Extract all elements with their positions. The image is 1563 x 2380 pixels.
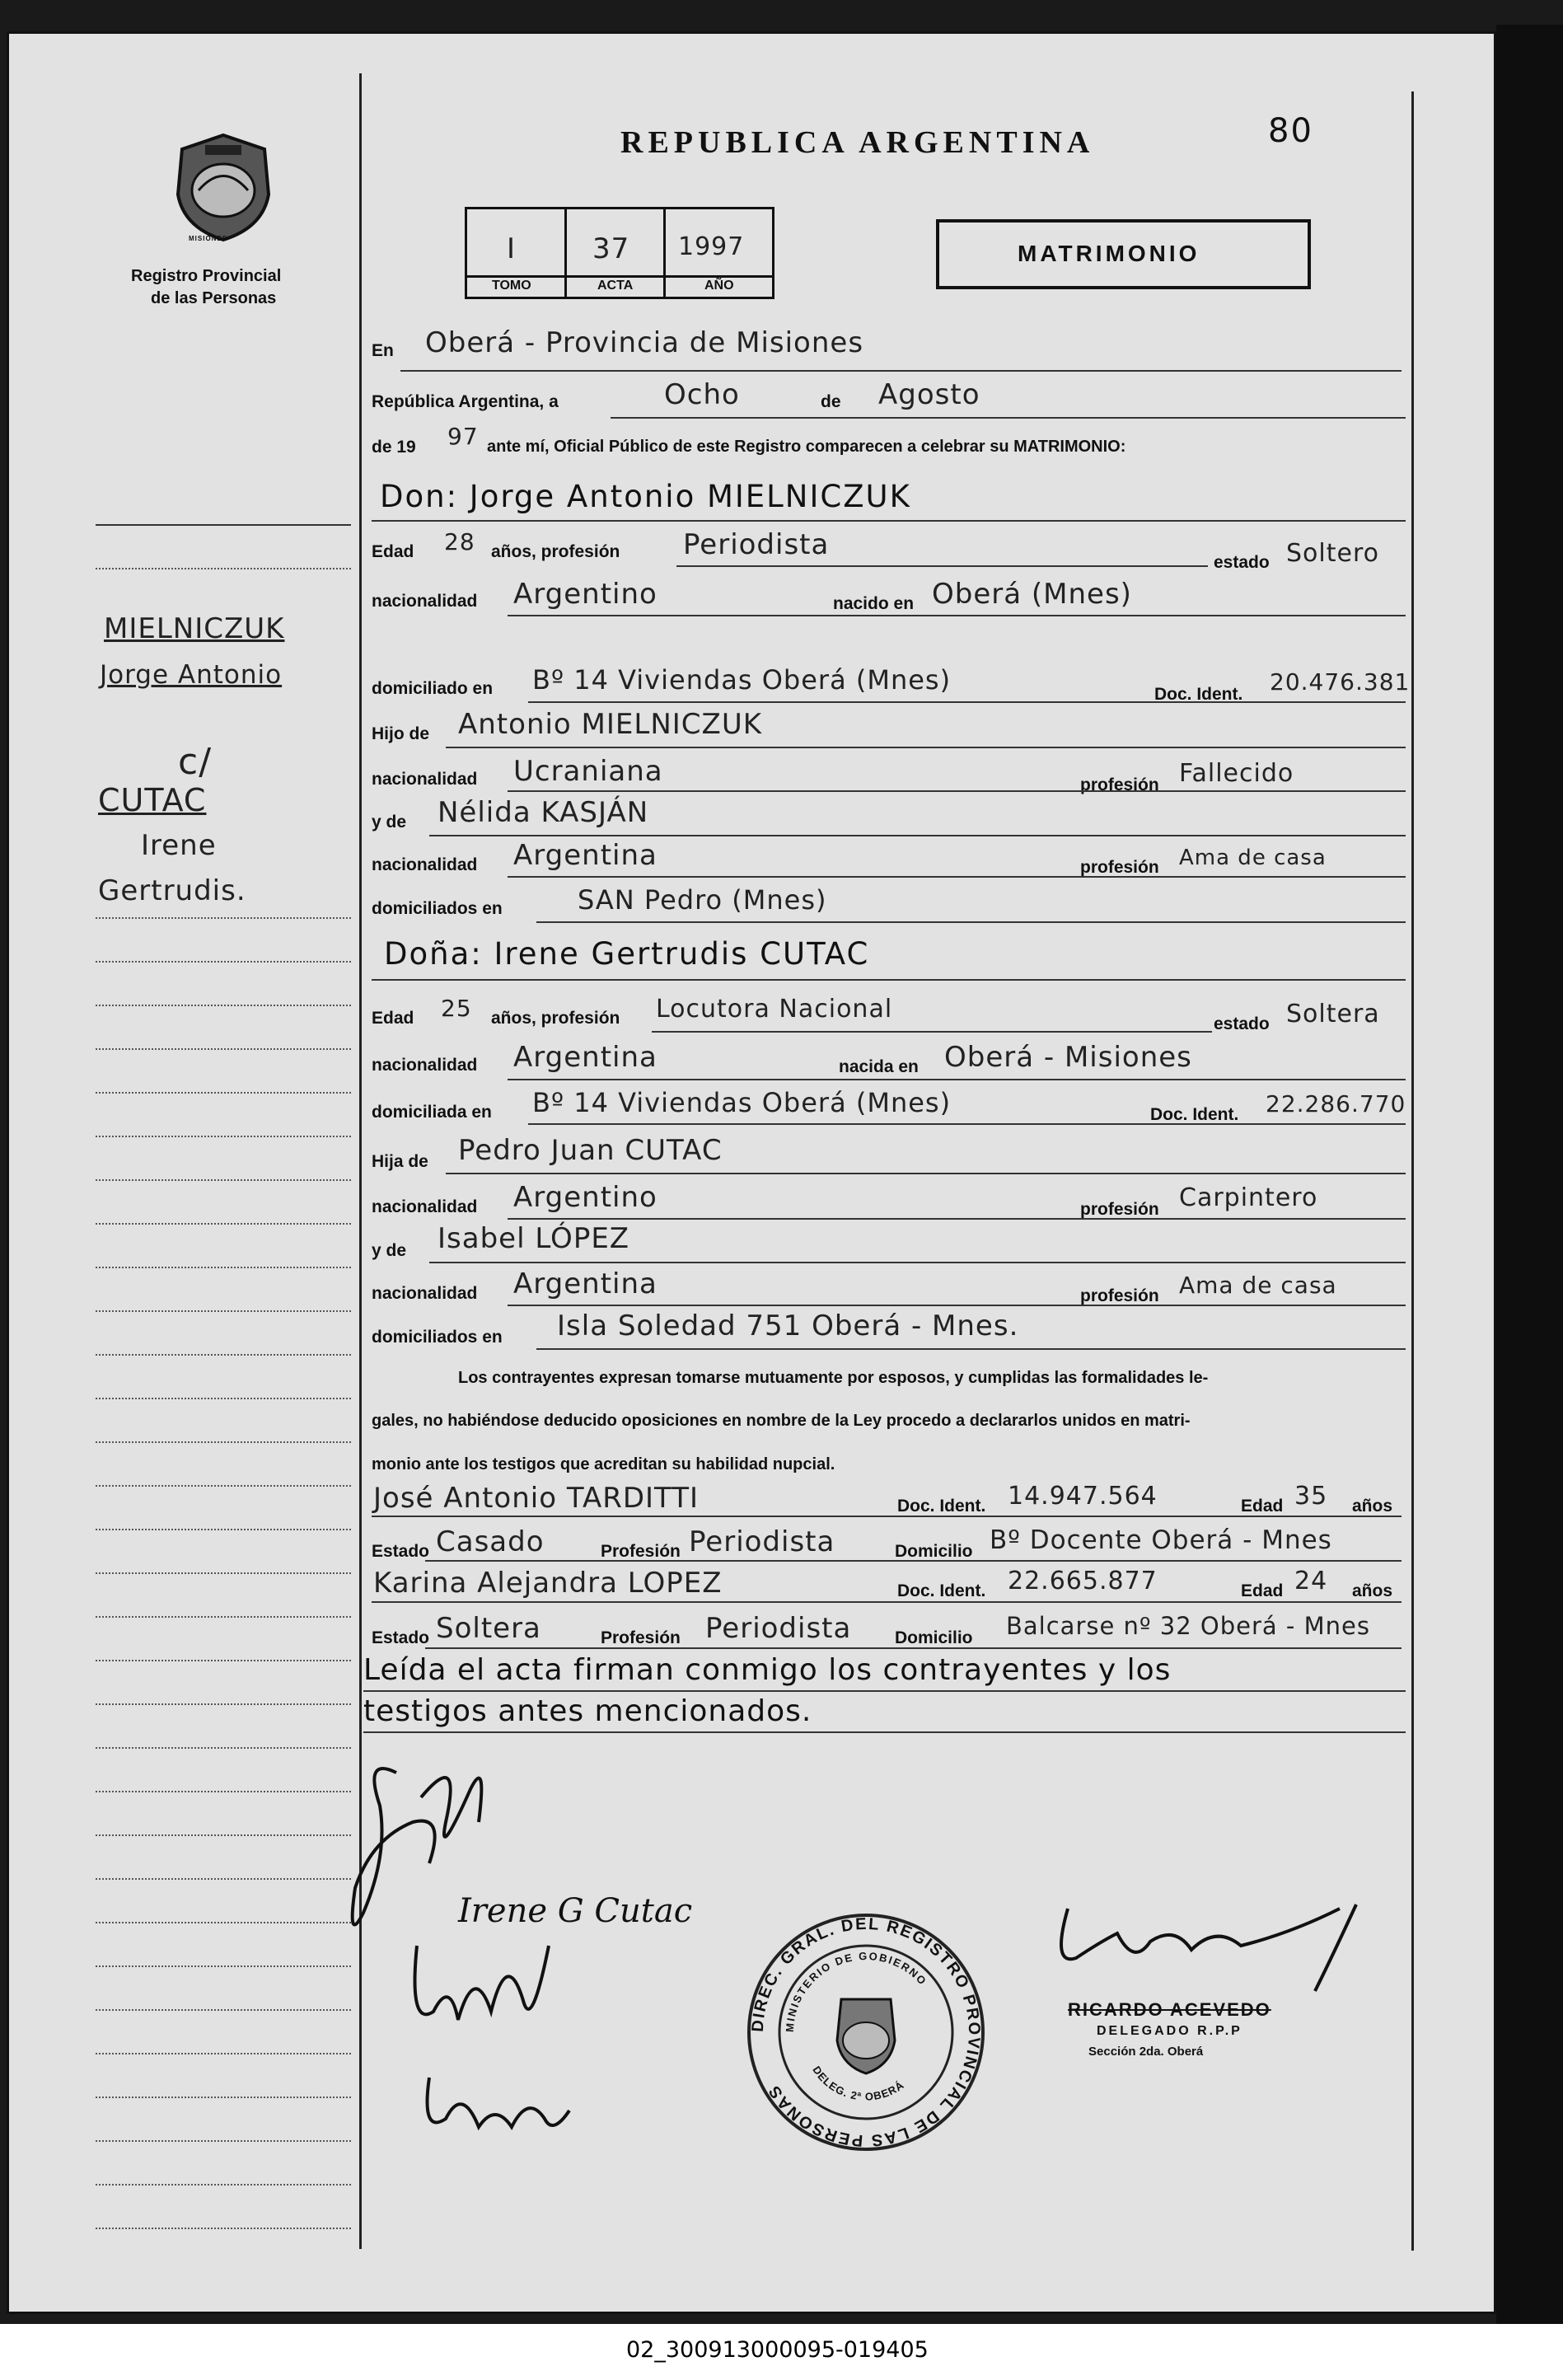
value-groom-doc: 20.476.381 (1270, 668, 1411, 696)
line-witness1-name (372, 1516, 1402, 1517)
label-bride-mother-prof: profesión (1080, 1286, 1159, 1305)
official-stamp-section: Sección 2da. Oberá (1088, 2045, 1204, 2059)
act-type-box (936, 219, 1311, 289)
label-de-month: de (821, 392, 841, 411)
margin-dotted-line (96, 1223, 351, 1225)
label-groom-doc: Doc. Ident. (1154, 685, 1243, 704)
value-bride-profession: Locutora Nacional (656, 995, 893, 1024)
label-bride-parents-dom: domiciliados en (372, 1328, 503, 1347)
value-groom-birthplace: Oberá (Mnes) (932, 578, 1132, 611)
margin-note-line5: Irene (141, 829, 217, 862)
margin-dotted-line (96, 1005, 351, 1006)
value-bride-parents-addr: Isla Soledad 751 Oberá - Mnes. (557, 1309, 1019, 1342)
value-bride-age: 25 (441, 995, 472, 1022)
value-bride-status: Soltera (1286, 1000, 1380, 1028)
legal-text-line2: gales, no habiéndose deducido oposiciones en nombre de la Ley procedo a declararlos unidos en matri- (372, 1412, 1191, 1430)
tomo-label: TOMO (492, 279, 531, 293)
line-groom-parents (536, 921, 1406, 923)
label-bride-edad: Edad (372, 1009, 414, 1028)
line-bride-heading (372, 979, 1406, 981)
value-witness2-addr: Balcarse nº 32 Oberá - Mnes (1006, 1612, 1370, 1640)
value-witness2-doc: 22.665.877 (1008, 1567, 1158, 1595)
acta-label: ACTA (597, 279, 634, 293)
value-bride-birthplace: Oberá - Misiones (944, 1041, 1192, 1074)
value-bride-father: Pedro Juan CUTAC (458, 1134, 723, 1167)
label-groom-father-nac: nacionalidad (372, 770, 478, 789)
value-month: Agosto (878, 378, 980, 411)
registry-round-seal (742, 1909, 990, 2156)
label-groom-estado: estado (1214, 553, 1270, 572)
book-spine (1496, 25, 1563, 2324)
label-en: En (372, 341, 394, 360)
margin-dotted-line (96, 1660, 351, 1661)
seal-inner-text: MINISTERIO DE GOBIERNO (783, 1949, 930, 2033)
label-witness1-prof: Profesión (601, 1542, 681, 1561)
margin-dotted-line (96, 1529, 351, 1530)
label-bride-y-de: y de (372, 1241, 407, 1260)
margin-dotted-line (96, 2228, 351, 2229)
value-bride-mother-prof: Ama de casa (1179, 1272, 1337, 1299)
value-groom-mother-prof: Ama de casa (1179, 846, 1327, 870)
footer-bar (0, 2324, 1563, 2380)
line-bride-mother-nat (508, 1305, 1406, 1306)
value-groom-nationality: Argentino (513, 578, 657, 611)
margin-dotted-line (96, 1136, 351, 1137)
margin-note-line6: Gertrudis. (98, 874, 246, 907)
seal-bottom-text: DELEG. 2ª OBERÁ (810, 2064, 907, 2103)
value-groom-age: 28 (444, 528, 475, 555)
value-groom-father-prof: Fallecido (1179, 759, 1294, 788)
country-heading: REPUBLICA ARGENTINA (620, 125, 1095, 160)
value-groom-address: Bº 14 Viviendas Oberá (Mnes) (532, 664, 952, 696)
witness2-signature (405, 2053, 586, 2152)
acta-value: 37 (592, 232, 630, 265)
value-groom-mother: Nélida KASJÁN (438, 796, 649, 829)
margin-dotted-line (96, 1572, 351, 1574)
label-witness1-edad: Edad (1241, 1497, 1284, 1516)
margin-dotted-line (96, 1048, 351, 1050)
value-groom-profession: Periodista (683, 528, 830, 561)
line-bride-birth (508, 1079, 1406, 1080)
line-groom-profession (676, 565, 1208, 567)
line-place (400, 370, 1402, 372)
label-witness1-estado: Estado (372, 1542, 430, 1561)
legal-text-line1: Los contrayentes expresan tomarse mutuamente por esposos, y cumplidas las formalidades le- (458, 1369, 1209, 1387)
label-bride-profesion: años, profesión (491, 1009, 620, 1028)
line-groom-father (446, 747, 1406, 748)
ano-value: 1997 (678, 232, 745, 261)
value-bride-mother-nat: Argentina (513, 1267, 657, 1300)
value-witness2-prof: Periodista (705, 1612, 852, 1645)
label-hija-de: Hija de (372, 1152, 428, 1171)
value-witness2-status: Soltera (436, 1612, 541, 1645)
label-witness2-domicilio: Domicilio (895, 1628, 973, 1647)
official-stamp-title: DELEGADO R.P.P (1097, 2024, 1242, 2038)
label-witness2-estado: Estado (372, 1628, 430, 1647)
margin-dotted-line (96, 2184, 351, 2186)
margin-dotted-line (96, 1179, 351, 1181)
margin-dotted-line (96, 917, 351, 919)
margin-note-line3: c/ (178, 741, 213, 783)
line-closing1 (363, 1690, 1406, 1692)
value-bride-mother: Isabel LÓPEZ (438, 1222, 630, 1255)
image-code: 02_300913000095-019405 (626, 2337, 929, 2363)
line-groom-birth (508, 615, 1406, 616)
value-bride-doc: 22.286.770 (1266, 1090, 1406, 1117)
line-bride-father-nat (508, 1218, 1406, 1220)
label-bride-nacida: nacida en (839, 1057, 919, 1076)
line-groom-address (528, 701, 1406, 703)
bride-heading: Doña: Irene Gertrudis CUTAC (384, 936, 870, 972)
line-bride-address (528, 1123, 1406, 1125)
value-witness1-prof: Periodista (689, 1525, 835, 1558)
label-groom-y-de: y de (372, 813, 407, 832)
label-groom-profesion: años, profesión (491, 542, 620, 561)
label-bride-father-nac: nacionalidad (372, 1197, 478, 1216)
value-groom-mother-nat: Argentina (513, 839, 657, 872)
margin-dotted-line (96, 1310, 351, 1312)
margin-dotted-line (96, 1703, 351, 1705)
value-witness1-name: José Antonio TARDITTI (373, 1482, 699, 1515)
label-groom-nacionalidad: nacionalidad (372, 592, 478, 611)
page-number: 80 (1268, 112, 1313, 150)
registry-name-line2: de las Personas (151, 289, 277, 307)
value-witness2-name: Karina Alejandra LOPEZ (373, 1567, 723, 1600)
seal-outer-text: DIREC. GRAL. DEL REGISTRO PROVINCIAL DE LAS PERSONAS (748, 1914, 984, 2150)
act-type-label: MATRIMONIO (1018, 241, 1200, 266)
margin-dotted-line (96, 568, 351, 569)
label-groom-domicilio: domiciliado en (372, 679, 494, 698)
label-witness2-edad: Edad (1241, 1581, 1284, 1600)
margin-note-line4: CUTAC (98, 782, 207, 818)
ano-label: AÑO (704, 279, 734, 293)
certificate-page (7, 31, 1496, 2314)
margin-top-rule (96, 524, 351, 526)
margin-dotted-line (96, 1267, 351, 1268)
line-groom-mother-nat (508, 876, 1406, 878)
value-bride-address: Bº 14 Viviendas Oberá (Mnes) (532, 1087, 952, 1118)
line-bride-father (446, 1173, 1406, 1174)
value-year: 97 (447, 423, 479, 450)
line-groom-mother (429, 835, 1406, 836)
label-hijo-de: Hijo de (372, 724, 430, 743)
margin-dotted-line (96, 1398, 351, 1399)
misiones-emblem-icon (166, 129, 281, 244)
right-border-line (1411, 91, 1414, 2251)
label-groom-father-prof: profesión (1080, 775, 1159, 794)
label-bride-mother-nac: nacionalidad (372, 1284, 478, 1303)
value-groom-status: Soltero (1286, 539, 1379, 568)
label-ante: ante mí, Oficial Público de este Registro comparecen a celebrar su MATRIMONIO: (487, 438, 1126, 456)
value-witness1-addr: Bº Docente Oberá - Mnes (990, 1525, 1332, 1555)
margin-note-line2: Jorge Antonio (100, 660, 283, 690)
label-witness2-anos: años (1352, 1581, 1393, 1600)
value-bride-father-prof: Carpintero (1179, 1183, 1318, 1212)
label-bride-nacionalidad: nacionalidad (372, 1056, 478, 1075)
value-groom-father-nat: Ucraniana (513, 755, 663, 788)
margin-dotted-line (96, 1878, 351, 1880)
value-witness2-age: 24 (1294, 1567, 1328, 1595)
witness1-signature (400, 1929, 565, 2045)
label-witness2-prof: Profesión (601, 1628, 681, 1647)
label-de19: de 19 (372, 438, 416, 457)
value-place: Oberá - Provincia de Misiones (425, 326, 864, 359)
emblem-label: MISIONES (189, 235, 228, 242)
value-groom-parents-addr: SAN Pedro (Mnes) (578, 884, 827, 916)
label-republica: República Argentina, a (372, 392, 559, 411)
groom-heading: Don: Jorge Antonio MIELNICZUK (380, 479, 911, 514)
value-witness1-age: 35 (1294, 1482, 1328, 1511)
margin-dotted-line (96, 1791, 351, 1792)
label-bride-domicilio: domiciliada en (372, 1103, 492, 1122)
line-bride-parents (536, 1348, 1406, 1350)
margin-note-line1: MIELNICZUK (104, 612, 285, 645)
label-groom-mother-nac: nacionalidad (372, 855, 478, 874)
line-bride-mother (429, 1262, 1406, 1263)
margin-dotted-line (96, 1834, 351, 1836)
official-stamp-name: RICARDO ACEVEDO (1068, 1999, 1271, 2020)
margin-dotted-line (96, 1354, 351, 1356)
margin-dotted-line (96, 1441, 351, 1443)
label-witness2-doc: Doc. Ident. (897, 1581, 986, 1600)
tomo-value: I (507, 232, 517, 265)
closing-line2: testigos antes mencionados. (363, 1694, 812, 1728)
line-groom-father-nat (508, 790, 1406, 792)
label-witness1-domicilio: Domicilio (895, 1542, 973, 1561)
value-bride-father-nat: Argentino (513, 1181, 657, 1214)
line-witness2-name (372, 1601, 1402, 1603)
margin-dotted-line (96, 1092, 351, 1094)
line-date (611, 417, 1406, 419)
legal-text-line3: monio ante los testigos que acreditan su habilidad nupcial. (372, 1455, 835, 1473)
label-bride-estado: estado (1214, 1014, 1270, 1033)
closing-line1: Leída el acta firman conmigo los contrayentes y los (363, 1653, 1172, 1687)
value-witness1-status: Casado (436, 1525, 545, 1558)
margin-dotted-line (96, 2009, 351, 2011)
label-bride-doc: Doc. Ident. (1150, 1105, 1239, 1124)
line-witness1-details (425, 1560, 1402, 1562)
bride-signature: Irene G Cutac (458, 1892, 693, 1930)
margin-dotted-line (96, 1616, 351, 1618)
label-bride-father-prof: profesión (1080, 1200, 1159, 1219)
official-signature (1043, 1892, 1389, 1999)
value-groom-father: Antonio MIELNICZUK (458, 708, 763, 741)
line-bride-profession (652, 1031, 1212, 1033)
margin-dotted-line (96, 961, 351, 963)
label-witness1-doc: Doc. Ident. (897, 1497, 986, 1516)
margin-dotted-line (96, 1485, 351, 1487)
registry-name-line1: Registro Provincial (131, 267, 282, 285)
value-day: Ocho (664, 378, 740, 411)
value-witness1-doc: 14.947.564 (1008, 1482, 1158, 1511)
label-groom-parents-dom: domiciliados en (372, 899, 503, 918)
margin-dotted-line (96, 1922, 351, 1923)
label-witness1-anos: años (1352, 1497, 1393, 1516)
value-bride-nationality: Argentina (513, 1041, 657, 1074)
label-groom-nacido: nacido en (833, 594, 915, 613)
margin-dotted-line (96, 2140, 351, 2142)
record-box (465, 207, 774, 299)
margin-dotted-line (96, 2097, 351, 2098)
line-groom-heading (372, 520, 1406, 522)
label-groom-edad: Edad (372, 542, 414, 561)
margin-dotted-line (96, 2053, 351, 2054)
line-witness2-details (425, 1647, 1402, 1649)
label-groom-mother-prof: profesión (1080, 858, 1159, 877)
margin-dotted-line (96, 1965, 351, 1967)
margin-dotted-line (96, 1747, 351, 1749)
